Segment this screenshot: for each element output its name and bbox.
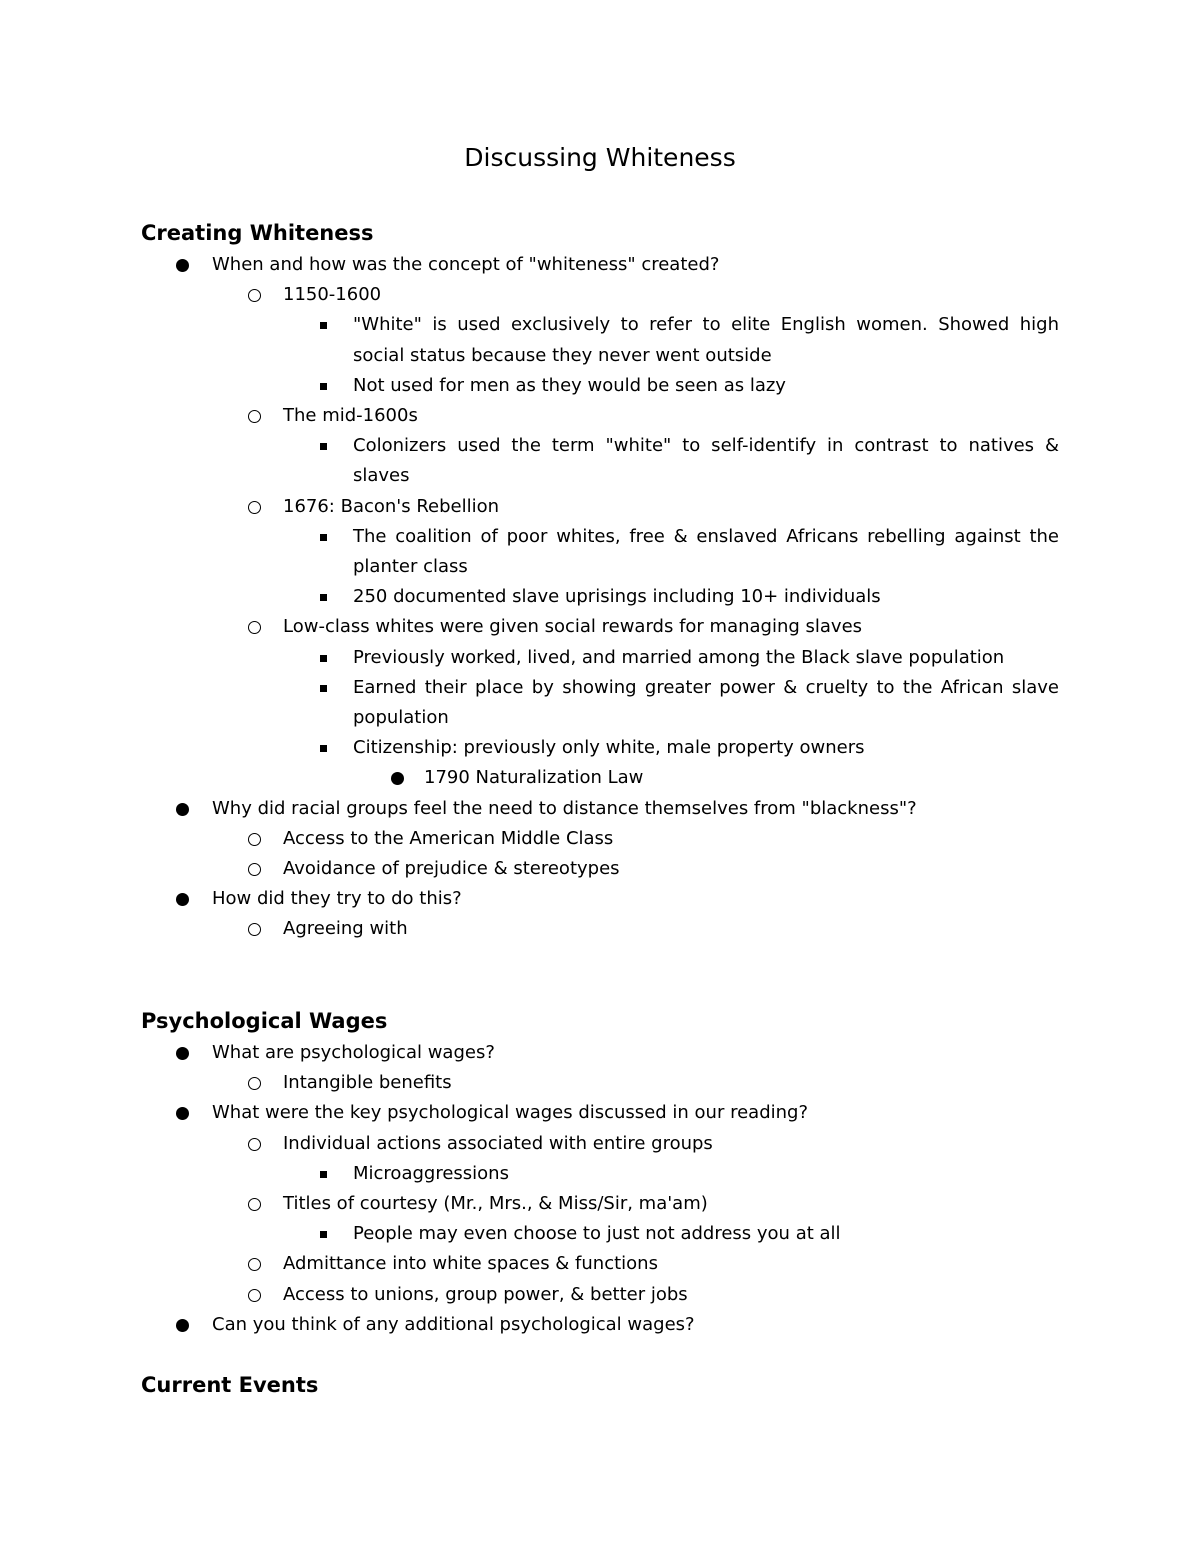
hollow-circle-bullet-icon <box>248 501 261 514</box>
list-item: Avoidance of prejudice & stereotypes <box>0 854 1059 884</box>
square-bullet-icon <box>320 685 327 692</box>
list-item: People may even choose to just not address you at all <box>0 1219 1059 1249</box>
list-item: Agreeing with <box>0 914 1059 944</box>
filled-bullet-icon <box>176 803 189 816</box>
square-bullet-icon <box>320 383 327 390</box>
list-item: "White" is used exclusively to refer to elite English women. Showed high social status because they never went outside <box>0 310 1059 370</box>
filled-bullet-icon <box>176 1319 189 1332</box>
list-item: 1790 Naturalization Law <box>0 763 1060 793</box>
list-item: Earned their place by showing greater power & cruelty to the African slave population <box>0 673 1059 733</box>
hollow-circle-bullet-icon <box>248 289 261 302</box>
square-bullet-icon <box>320 534 327 541</box>
square-bullet-icon <box>320 594 327 601</box>
creating-whiteness-list <box>0 250 1200 945</box>
list-item: What are psychological wages? <box>0 1038 1062 1068</box>
list-item: 250 documented slave uprisings including 10+ individuals <box>0 582 1059 612</box>
list-item: Titles of courtesy (Mr., Mrs., & Miss/Sir, ma'am) <box>0 1189 1059 1219</box>
hollow-circle-bullet-icon <box>248 1138 261 1151</box>
list-item: Can you think of any additional psychological wages? <box>0 1310 1062 1340</box>
square-bullet-icon <box>320 1231 327 1238</box>
list-item: Microaggressions <box>0 1159 1059 1189</box>
square-bullet-icon <box>320 1171 327 1178</box>
list-item: Colonizers used the term "white" to self-identify in contrast to natives & slaves <box>0 431 1059 491</box>
document-title: Discussing Whiteness <box>464 143 736 172</box>
filled-bullet-icon <box>391 772 404 785</box>
list-item: Why did racial groups feel the need to distance themselves from "blackness"? <box>0 794 1062 824</box>
section-heading-creating-whiteness: Creating Whiteness <box>141 221 374 245</box>
list-item: The mid-1600s <box>0 401 1059 431</box>
hollow-circle-bullet-icon <box>248 923 261 936</box>
list-item: The coalition of poor whites, free & enslaved Africans rebelling against the planter class <box>0 522 1059 582</box>
list-item: Admittance into white spaces & functions <box>0 1249 1059 1279</box>
list-item: Previously worked, lived, and married among the Black slave population <box>0 643 1059 673</box>
square-bullet-icon <box>320 443 327 450</box>
hollow-circle-bullet-icon <box>248 833 261 846</box>
list-item: How did they try to do this? <box>0 884 1062 914</box>
hollow-circle-bullet-icon <box>248 1077 261 1090</box>
filled-bullet-icon <box>176 893 189 906</box>
filled-bullet-icon <box>176 259 189 272</box>
square-bullet-icon <box>320 322 327 329</box>
list-item: Access to the American Middle Class <box>0 824 1059 854</box>
list-item: Individual actions associated with entire groups <box>0 1129 1059 1159</box>
hollow-circle-bullet-icon <box>248 1258 261 1271</box>
list-item: Intangible benefits <box>0 1068 1059 1098</box>
list-item: Access to unions, group power, & better jobs <box>0 1280 1059 1310</box>
section-heading-current-events: Current Events <box>141 1373 319 1397</box>
section-heading-psychological-wages: Psychological Wages <box>141 1009 388 1033</box>
list-item: Not used for men as they would be seen as lazy <box>0 371 1059 401</box>
psychological-wages-list <box>0 1038 1200 1340</box>
filled-bullet-icon <box>176 1107 189 1120</box>
hollow-circle-bullet-icon <box>248 1289 261 1302</box>
hollow-circle-bullet-icon <box>248 863 261 876</box>
list-item: 1676: Bacon's Rebellion <box>0 492 1059 522</box>
list-item: Citizenship: previously only white, male property owners <box>0 733 1059 763</box>
square-bullet-icon <box>320 745 327 752</box>
hollow-circle-bullet-icon <box>248 1198 261 1211</box>
filled-bullet-icon <box>176 1047 189 1060</box>
list-item: 1150-1600 <box>0 280 1059 310</box>
list-item: What were the key psychological wages discussed in our reading? <box>0 1098 1062 1128</box>
square-bullet-icon <box>320 655 327 662</box>
list-item: Low-class whites were given social rewards for managing slaves <box>0 612 1059 642</box>
hollow-circle-bullet-icon <box>248 621 261 634</box>
hollow-circle-bullet-icon <box>248 410 261 423</box>
list-item: When and how was the concept of "whiteness" created? <box>0 250 1062 280</box>
